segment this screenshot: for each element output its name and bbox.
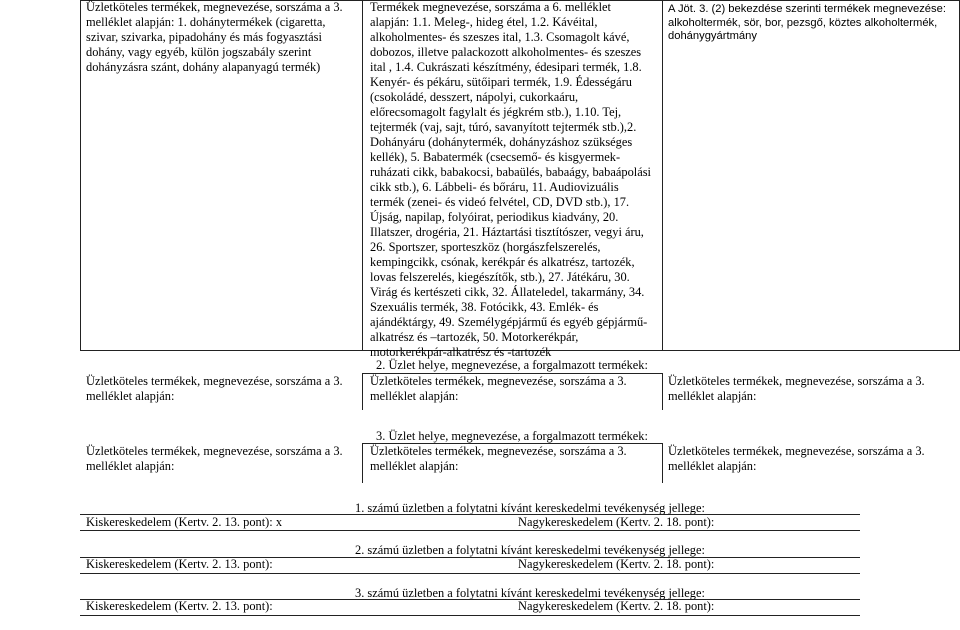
shop2-divider-1: [362, 373, 363, 410]
activity3-rule-bottom: [80, 615, 860, 616]
shop3-header: 3. Üzlet helye, megnevezése, a forgalmazott termékek:: [376, 429, 648, 443]
activity1-header: 1. számú üzletben a folytatni kívánt kereskedelmi tevékenység jellege:: [355, 501, 705, 515]
shop3-divider-2: [662, 443, 663, 483]
shop3-products-col2: Üzletköteles termékek, megnevezése, sorszáma a 3. melléklet alapján:: [370, 444, 627, 473]
divider-top-1: [362, 0, 363, 350]
shop3-products-col3: Üzletköteles termékek, megnevezése, sorszáma a 3. melléklet alapján:: [668, 444, 925, 473]
shop2-products-col2: Üzletköteles termékek, megnevezése, sorszáma a 3. melléklet alapján:: [370, 374, 627, 403]
activity2-rule-bottom: [80, 573, 860, 574]
activity2-wholesale: Nagykereskedelem (Kertv. 2. 18. pont):: [518, 557, 715, 571]
top-jot-products-cell: A Jöt. 3. (2) bekezdése szerinti termékek megnevezése: alkoholtermék, sör, bor, pezsgő, köztes alkoholtermék, dohánygyártmány: [668, 3, 946, 42]
activity3-header: 3. számú üzletben a folytatni kívánt kereskedelmi tevékenység jellege:: [355, 586, 705, 600]
activity1-retail: Kiskereskedelem (Kertv. 2. 13. pont): x: [86, 515, 283, 529]
shop3-products-col1: Üzletköteles termékek, megnevezése, sorszáma a 3. melléklet alapján:: [86, 444, 343, 473]
shop2-products-col1: Üzletköteles termékek, megnevezése, sorszáma a 3. melléklet alapján:: [86, 374, 343, 403]
top-products-cell: Üzletköteles termékek, megnevezése, sorszáma a 3. melléklet alapján: 1. dohánytermékek (cigaretta, szivar, szivarka, pipadohány és más fogyasztási dohány, vagy egyéb, külön jogszabály szerint dohányzásra szánt, dohány alapanyagú termék): [86, 0, 343, 74]
shop2-products-col3: Üzletköteles termékek, megnevezése, sorszáma a 3. melléklet alapján:: [668, 374, 925, 403]
activity2-retail: Kiskereskedelem (Kertv. 2. 13. pont):: [86, 557, 273, 571]
activity1-rule-bottom: [80, 530, 860, 531]
shop3-divider-1: [362, 443, 363, 483]
shop2-header: 2. Üzlet helye, megnevezése, a forgalmazott termékek:: [376, 358, 648, 372]
shop2-divider-2: [662, 373, 663, 410]
divider-top-2: [662, 0, 663, 350]
border-left-top: [80, 0, 81, 350]
top-product-list-cell: Termékek megnevezése, sorszáma a 6. melléklet alapján: 1.1. Meleg-, hideg étel, 1.2. Kávéital, alkoholmentes- és szeszes ital, 1.3. Csomagolt kávé, dobozos, illetve palackozott alkoholmentes- és szeszes ital , 1.4. Cukrászati készítmény, édesipari termék, 1.8. Kenyér- és pékáru, sütőipari termék, 1.9. Édességáru (csokoládé, desszert, nápolyi, cukorkaáru, előrecsomagolt fagylalt és jégkrém stb.), 1.10. Tej, tejtermék (vaj, sajt, túró, savanyított tejtermék stb.),2. Dohányáru (dohánytermék, dohányzáshoz szükséges kellék), 5. Babatermék (csecsemő- és kisgyermek- ruházati cikk, babakocsi, babaülés, babaágy, babaápolási cikk stb.), 6. Lábbeli- és bőráru, 11. Audiovizuális termék (zenei- és videó felvétel, CD, DVD stb.), 17. Újság, napilap, folyóirat, periodikus kiadvány, 20. Illatszer, drogéria, 21. Háztartási tisztítószer, vegyi áru, 26. Sportszer, sporteszköz (horgászfelszerelés, kempingcikk, csónak, kerékpár és alkatrész, tartozék, lovas felszerelés, kiegészítők, stb.), 27. Játékáru, 30. Virág és kertészeti cikk, 32. Állateledel, takarmány, 34. Szexuális termék, 38. Fotócikk, 43. Emlék- és ajándéktárgy, 49. Személygépjármű és egyéb gépjármű- alkatrész és –tartozék, 50. Motorkerékpár, motorkerékpár-alkatrész és -tartozék: [370, 0, 651, 359]
activity3-wholesale: Nagykereskedelem (Kertv. 2. 18. pont):: [518, 599, 715, 613]
activity3-retail: Kiskereskedelem (Kertv. 2. 13. pont):: [86, 599, 273, 613]
activity2-header: 2. számú üzletben a folytatni kívánt kereskedelmi tevékenység jellege:: [355, 543, 705, 557]
activity1-wholesale: Nagykereskedelem (Kertv. 2. 18. pont):: [518, 515, 715, 529]
